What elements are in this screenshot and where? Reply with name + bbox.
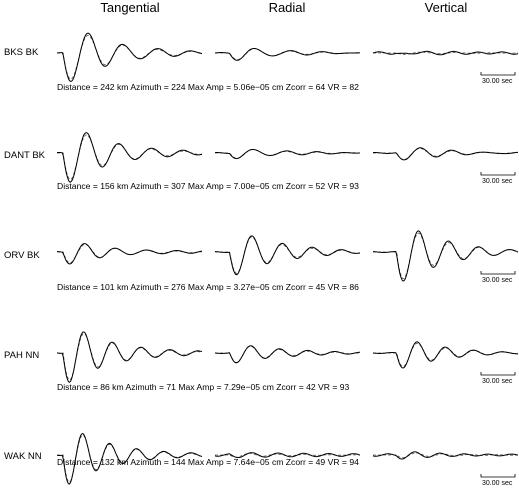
synthetic-trace-dant-vertical bbox=[373, 148, 518, 159]
column-header-radial: Radial bbox=[268, 0, 306, 15]
station-info-wak: Distance = 132 km Azimuth = 144 Max Amp = 7.64e−05 cm Zcorr = 49 VR = 94 bbox=[57, 457, 359, 467]
observed-trace-dant-tangential bbox=[57, 133, 202, 183]
station-label-orv: ORV BK bbox=[4, 250, 40, 261]
scale-bar bbox=[481, 271, 515, 274]
station-info-pah: Distance = 86 km Azimuth = 71 Max Amp = 7.29e−05 cm Zcorr = 42 VR = 93 bbox=[57, 382, 350, 392]
station-label-pah: PAH NN bbox=[4, 350, 40, 361]
scale-bar-label: 30.00 sec bbox=[482, 480, 513, 487]
station-label-dant: DANT BK bbox=[4, 150, 46, 161]
station-info-orv: Distance = 101 km Azimuth = 276 Max Amp = 3.27e−05 cm Zcorr = 45 VR = 86 bbox=[57, 282, 359, 292]
observed-trace-dant-vertical bbox=[373, 148, 518, 160]
observed-trace-dant-radial bbox=[215, 150, 360, 159]
observed-trace-wak-vertical bbox=[373, 452, 518, 459]
scale-bar bbox=[481, 474, 515, 477]
synthetic-trace-dant-tangential bbox=[57, 135, 202, 180]
synthetic-trace-pah-tangential bbox=[57, 334, 202, 380]
station-info-bks: Distance = 242 km Azimuth = 224 Max Amp = 5.06e−05 cm Zcorr = 64 VR = 82 bbox=[57, 82, 359, 92]
synthetic-trace-orv-vertical bbox=[373, 233, 518, 279]
column-header-vertical: Vertical bbox=[424, 0, 468, 15]
synthetic-trace-orv-tangential bbox=[57, 245, 202, 263]
observed-trace-pah-radial bbox=[215, 346, 360, 363]
scale-bar-label: 30.00 sec bbox=[482, 277, 513, 284]
station-label-bks: BKS BK bbox=[4, 47, 39, 58]
observed-trace-bks-tangential bbox=[57, 33, 202, 81]
scale-bar-label: 30.00 sec bbox=[482, 378, 513, 385]
observed-trace-bks-radial bbox=[215, 49, 360, 61]
scale-bar bbox=[481, 372, 515, 375]
observed-trace-wak-tangential bbox=[57, 434, 202, 484]
scale-bar bbox=[481, 172, 515, 175]
station-label-wak: WAK NN bbox=[4, 451, 42, 462]
observed-trace-orv-radial bbox=[215, 236, 360, 275]
observed-trace-pah-tangential bbox=[57, 332, 202, 382]
synthetic-trace-orv-radial bbox=[215, 237, 360, 273]
station-info-dant: Distance = 156 km Azimuth = 307 Max Amp = 7.00e−05 cm Zcorr = 52 VR = 93 bbox=[57, 181, 359, 191]
observed-trace-orv-tangential bbox=[57, 244, 202, 264]
column-header-tangential: Tangential bbox=[100, 0, 160, 15]
observed-trace-orv-vertical bbox=[373, 231, 518, 281]
scale-bar bbox=[481, 72, 515, 75]
scale-bar-label: 30.00 sec bbox=[482, 78, 513, 85]
scale-bar-label: 30.00 sec bbox=[482, 178, 513, 185]
observed-trace-pah-vertical bbox=[373, 342, 518, 368]
synthetic-trace-pah-radial bbox=[215, 346, 360, 362]
